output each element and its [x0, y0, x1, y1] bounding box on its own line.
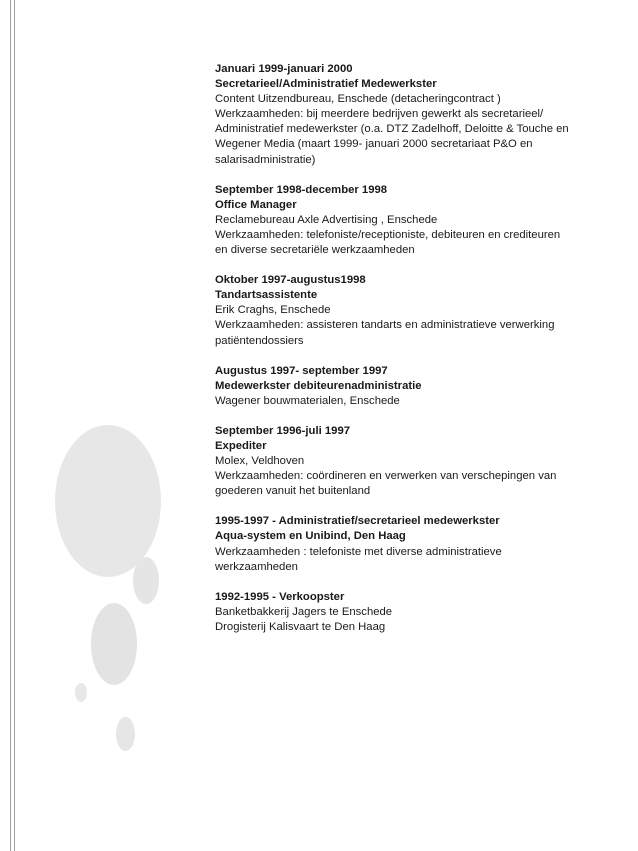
experience-entry: [215, 514, 605, 574]
left-border-line-inner: [14, 0, 15, 851]
entry-detail-line: werkzaamheden: [215, 560, 298, 573]
left-border-line: [10, 0, 11, 851]
entry-detail-line: Wegener Media (maart 1999- januari 2000 secretariaat P&O en: [215, 138, 533, 151]
entry-detail-line: patiëntendossiers: [215, 334, 304, 347]
entry-detail-line: Reclamebureau Axle Advertising , Enschede: [215, 213, 438, 226]
entry-role: Medewerkster debiteurenadministratie: [215, 379, 422, 392]
entry-period: Augustus 1997- september 1997: [215, 364, 388, 377]
decorative-circle: [55, 425, 161, 577]
entry-detail-line: goederen vanuit het buitenland: [215, 485, 371, 498]
decorative-circle: [116, 717, 135, 751]
entry-period: 1995-1997 - Administratief/secretarieel medewerkster: [215, 515, 500, 528]
entry-detail-line: Banketbakkerij Jagers te Enschede: [215, 605, 393, 618]
entry-detail-line: Werkzaamheden: telefoniste/receptioniste, debiteuren en crediteuren: [215, 228, 561, 241]
entry-period: 1992-1995 - Verkoopster: [215, 590, 345, 603]
decorative-circle: [133, 557, 159, 604]
entry-role: Office Manager: [215, 198, 297, 211]
entry-role: Aqua-system en Unibind, Den Haag: [215, 530, 406, 543]
entry-period: Januari 1999-januari 2000: [215, 63, 353, 75]
decorative-circle: [91, 603, 137, 685]
entry-detail-line: Werkzaamheden: bij meerdere bedrijven gewerkt als secretarieel/: [215, 108, 544, 121]
experience-entry: [215, 364, 605, 409]
entry-detail-line: Wagener bouwmaterialen, Enschede: [215, 394, 400, 407]
entry-period: September 1996-juli 1997: [215, 424, 351, 437]
entry-detail-line: Drogisterij Kalisvaart te Den Haag: [215, 620, 386, 633]
entry-detail-line: Administratief medewerkster (o.a. DTZ Zadelhoff, Deloitte & Touche en: [215, 123, 569, 136]
experience-entry: [215, 183, 605, 258]
experience-entry: [215, 590, 605, 635]
entry-period: Oktober 1997-augustus1998: [215, 274, 366, 287]
experience-entry: [215, 273, 605, 348]
entry-detail-line: Erik Craghs, Enschede: [215, 304, 331, 317]
entry-detail-line: salarisadministratie): [215, 153, 316, 166]
work-experience-list: [215, 62, 605, 650]
entry-role: Expediter: [215, 439, 267, 452]
entry-detail-line: Molex, Veldhoven: [215, 455, 305, 468]
entry-role: Secretarieel/Administratief Medewerkster: [215, 78, 437, 91]
entry-detail-line: Content Uitzendbureau, Enschede (detacheringcontract ): [215, 93, 501, 106]
entry-detail-line: en diverse secretariële werkzaamheden: [215, 244, 415, 257]
entry-detail-line: Werkzaamheden: assisteren tandarts en administratieve verwerking: [215, 319, 555, 332]
entry-detail-line: Werkzaamheden: coördineren en verwerken van verschepingen van: [215, 470, 557, 483]
experience-entry: [215, 424, 605, 499]
entry-detail-line: Werkzaamheden : telefoniste met diverse administratieve: [215, 545, 502, 558]
experience-entry: [215, 62, 605, 168]
entry-role: Tandartsassistente: [215, 289, 318, 302]
entry-period: September 1998-december 1998: [215, 183, 388, 196]
decorative-circle: [75, 683, 87, 702]
